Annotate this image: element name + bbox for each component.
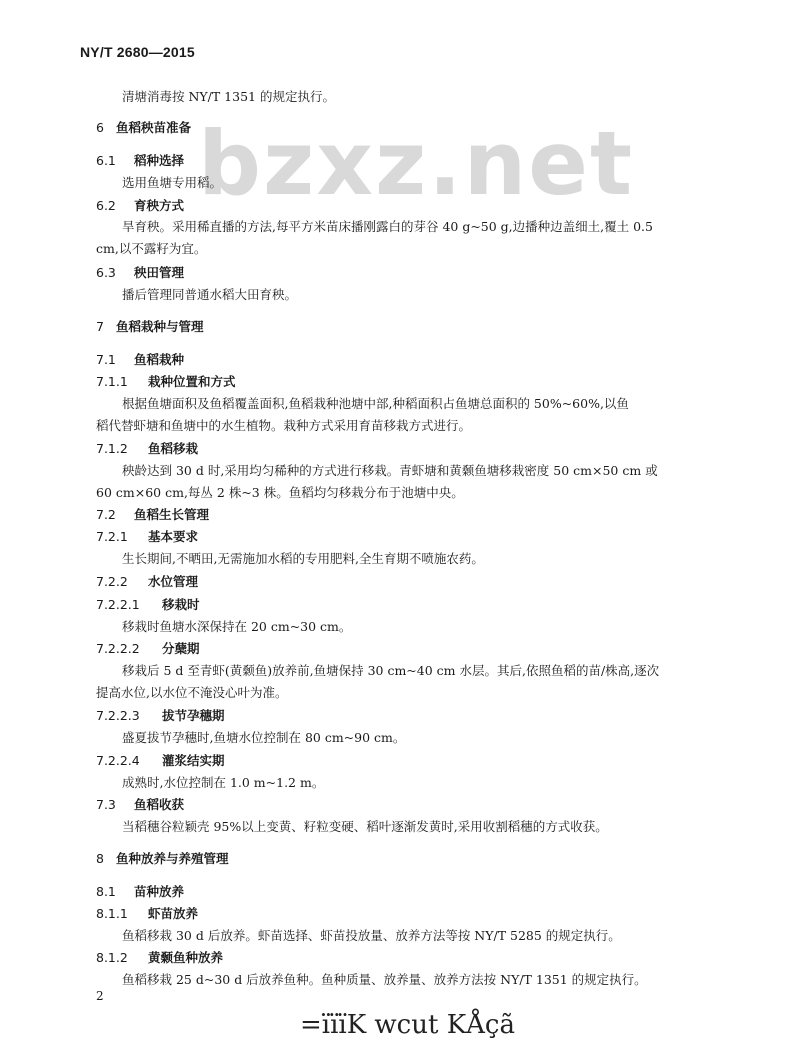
section-6-1-heading xyxy=(96,152,184,170)
section-title: 拔节孕穗期 xyxy=(162,708,225,723)
section-8-1-heading xyxy=(96,883,184,901)
section-number: 7.2.2.4 xyxy=(96,753,140,768)
paragraph-6-1: 选用鱼塘专用稻。 xyxy=(122,175,223,190)
paragraph-6-2-line1: 旱育秧。采用稀直播的方法,每平方米苗床播刚露白的芽谷 40 g~50 g,边播种边盖细土,覆土 0.5 xyxy=(122,219,653,234)
section-number: 8.1.2 xyxy=(96,950,128,965)
paragraph-6-3: 播后管理同普通水稻大田育秧。 xyxy=(122,287,298,302)
section-number: 7.1.2 xyxy=(96,441,128,456)
garbled-footer-text: =ïïïK wcut KÅçã xyxy=(300,1010,515,1040)
section-7-heading xyxy=(96,318,204,336)
section-7-2-1-heading xyxy=(96,528,198,546)
section-7-1-2-heading xyxy=(96,440,198,458)
paragraph-8-1-1: 鱼稻移栽 30 d 后放养。虾苗选择、虾苗投放量、放养方法等按 NY/T 5285 的规定执行。 xyxy=(122,928,621,943)
section-title: 基本要求 xyxy=(148,529,199,544)
section-7-2-heading xyxy=(96,506,209,524)
section-number: 6.2 xyxy=(96,198,116,213)
paragraph-7-2-2-3: 盛夏拔节孕穗时,鱼塘水位控制在 80 cm~90 cm。 xyxy=(122,730,406,745)
section-7-2-2-3-heading xyxy=(96,707,225,725)
paragraph-7-2-2-2-line2: 提高水位,以水位不淹没心叶为准。 xyxy=(96,685,288,700)
section-number: 6 xyxy=(96,120,104,135)
page-number: 2 xyxy=(96,989,104,1003)
section-number: 7.1 xyxy=(96,352,116,367)
paragraph-8-1-2: 鱼稻移栽 25 d~30 d 后放养鱼种。鱼种质量、放养量、放养方法按 NY/T 1351 的规定执行。 xyxy=(122,972,647,987)
section-title: 苗种放养 xyxy=(134,884,185,899)
paragraph-7-2-2-1: 移栽时鱼塘水深保持在 20 cm~30 cm。 xyxy=(122,619,352,634)
section-number: 7.2.2.3 xyxy=(96,708,140,723)
section-7-1-heading xyxy=(96,351,184,369)
section-6-2-heading xyxy=(96,197,184,215)
paragraph-clean: 清塘消毒按 NY/T 1351 的规定执行。 xyxy=(122,89,335,104)
section-number: 7.1.1 xyxy=(96,374,128,389)
section-title: 分蘖期 xyxy=(162,641,200,656)
section-number: 7 xyxy=(96,319,104,334)
section-7-2-2-1-heading xyxy=(96,596,200,614)
section-title: 鱼稻栽种 xyxy=(134,352,185,367)
section-title: 鱼稻移栽 xyxy=(148,441,199,456)
section-title: 鱼种放养与养殖管理 xyxy=(116,851,229,866)
section-number: 7.2.2.2 xyxy=(96,641,140,656)
section-number: 7.2.1 xyxy=(96,529,128,544)
section-number: 7.2.2.1 xyxy=(96,597,140,612)
section-7-2-2-2-heading xyxy=(96,640,200,658)
section-title: 鱼稻栽种与管理 xyxy=(116,319,204,334)
section-number: 7.2.2 xyxy=(96,574,128,589)
section-number: 7.2 xyxy=(96,507,116,522)
section-number: 6.3 xyxy=(96,265,116,280)
standard-number-header: NY/T 2680—2015 xyxy=(80,44,195,60)
section-title: 栽种位置和方式 xyxy=(148,374,236,389)
paragraph-7-1-2-line2: 60 cm×60 cm,每丛 2 株~3 株。鱼稻均匀移栽分布于池塘中央。 xyxy=(96,485,464,500)
section-number: 8.1.1 xyxy=(96,906,128,921)
paragraph-7-1-2-line1: 秧龄达到 30 d 时,采用均匀稀种的方式进行移栽。青虾塘和黄颡鱼塘移栽密度 50 cm×50 cm 或 xyxy=(122,463,658,478)
section-7-2-2-heading xyxy=(96,573,198,591)
section-title: 稻种选择 xyxy=(134,153,185,168)
section-title: 鱼稻收获 xyxy=(134,797,185,812)
section-title: 鱼稻秧苗准备 xyxy=(116,120,192,135)
section-title: 育秧方式 xyxy=(134,198,185,213)
section-6-3-heading xyxy=(96,264,184,282)
paragraph-6-2-line2: cm,以不露籽为宜。 xyxy=(96,241,207,256)
watermark: bzxz.net xyxy=(198,112,635,215)
section-number: 8 xyxy=(96,851,104,866)
section-8-1-1-heading xyxy=(96,905,198,923)
section-7-1-1-heading xyxy=(96,373,236,391)
section-7-3-heading xyxy=(96,796,184,814)
paragraph-7-2-2-2-line1: 移栽后 5 d 至青虾(黄颡鱼)放养前,鱼塘保持 30 cm~40 cm 水层。其后,依照鱼稻的苗/株高,逐次 xyxy=(122,663,660,678)
section-title: 灌浆结实期 xyxy=(162,753,225,768)
section-6-heading xyxy=(96,119,191,137)
paragraph-7-1-1-line2: 稻代替虾塘和鱼塘中的水生植物。栽种方式采用育苗移栽方式进行。 xyxy=(96,418,472,433)
paragraph-7-2-2-4: 成熟时,水位控制在 1.0 m~1.2 m。 xyxy=(122,775,325,790)
section-8-1-2-heading xyxy=(96,949,223,967)
section-number: 7.3 xyxy=(96,797,116,812)
section-title: 黄颡鱼种放养 xyxy=(148,950,224,965)
section-number: 6.1 xyxy=(96,153,116,168)
paragraph-7-2-1: 生长期间,不晒田,无需施加水稻的专用肥料,全生育期不喷施农药。 xyxy=(122,551,484,566)
section-title: 秧田管理 xyxy=(134,265,185,280)
section-8-heading xyxy=(96,850,229,868)
section-title: 鱼稻生长管理 xyxy=(134,507,210,522)
section-7-2-2-4-heading xyxy=(96,752,225,770)
paragraph-7-3: 当稻穗谷粒颖壳 95%以上变黄、籽粒变硬、稻叶逐渐发黄时,采用收割稻穗的方式收获。 xyxy=(122,819,608,834)
section-number: 8.1 xyxy=(96,884,116,899)
paragraph-7-1-1-line1: 根据鱼塘面积及鱼稻覆盖面积,鱼稻栽种池塘中部,种稻面积占鱼塘总面积的 50%~60%,以鱼 xyxy=(122,396,629,411)
section-title: 水位管理 xyxy=(148,574,199,589)
section-title: 虾苗放养 xyxy=(148,906,199,921)
section-title: 移栽时 xyxy=(162,597,200,612)
